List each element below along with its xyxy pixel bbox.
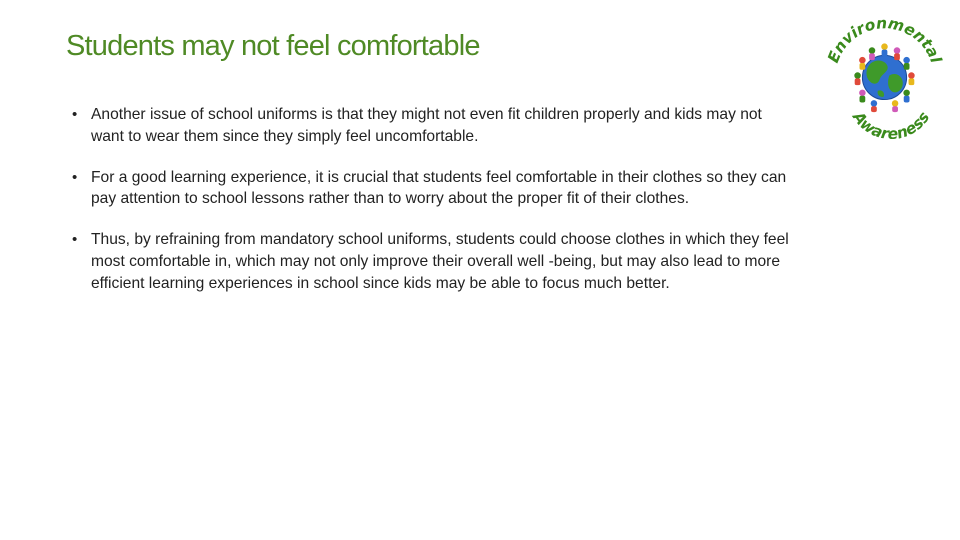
bullet-point-icon: • (72, 231, 78, 249)
slide-title: Students may not feel comfortable (66, 30, 480, 62)
bullet-item (72, 104, 797, 148)
logo-bottom-text: Awareness (849, 108, 934, 139)
bullet-point-icon: • (72, 106, 78, 123)
logo-top-text: Environmental (824, 14, 945, 66)
bullet-text: Another issue of school uniforms is that they might not even fit children properly and kids may not want to wear them since they simply feel uncomfortable. (91, 106, 762, 145)
environmental-awareness-logo (822, 14, 947, 139)
bullet-item (72, 167, 797, 211)
globe-icon (862, 55, 906, 99)
bullet-text: Thus, by refraining from mandatory school uniforms, students could choose clothes in which they feel most comfortable in, which may not only improve their overall well -being, but may also lead to more efficient learning experiences in school since kids may be able to focus much better. (91, 231, 789, 292)
bullet-list (72, 104, 797, 314)
bullet-point-icon: • (72, 168, 78, 186)
bullet-text: For a good learning experience, it is crucial that students feel comfortable in their clothes so they can pay attention to school lessons rather than to worry about the proper fit of their clothes. (91, 168, 787, 208)
bullet-item (72, 229, 797, 294)
svg-text:Awareness (849, 107, 934, 139)
